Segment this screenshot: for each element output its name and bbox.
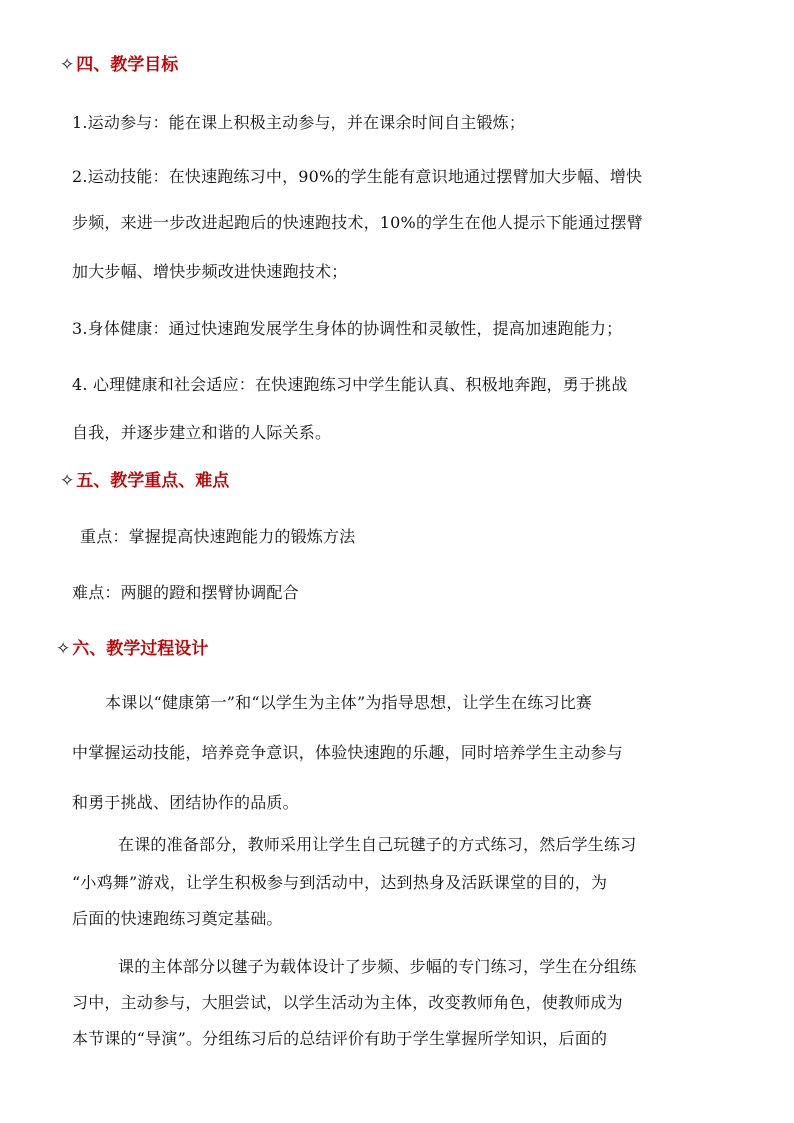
- process-line: 在课的准备部分，教师采用让学生自己玩毽子的方式练习，然后学生练习: [118, 835, 637, 854]
- process-line: “小鸡舞”游戏，让学生积极参与到活动中，达到热身及活跃课堂的目的，为: [72, 873, 608, 892]
- star-bullet-icon: ✧: [56, 639, 71, 659]
- star-bullet-icon: ✧: [60, 471, 75, 491]
- objective-line: 步频，来进一步改进起跑后的快速跑技术，10%的学生在他人提示下能通过摆臂: [72, 213, 643, 232]
- heading-text: 四、教学目标: [76, 55, 179, 75]
- process-line: 中掌握运动技能，培养竞争意识，体验快速跑的乐趣，同时培养学生主动参与: [72, 743, 623, 762]
- key-point-line: 重点：掌握提高快速跑能力的锻炼方法: [80, 527, 356, 546]
- objective-line: 2.运动技能：在快速跑练习中，90%的学生能有意识地通过摆臂加大步幅、增快: [72, 167, 643, 186]
- objective-line: 自我，并逐步建立和谐的人际关系。: [72, 423, 332, 442]
- section-heading-process: [56, 634, 208, 659]
- section-heading-objectives: [60, 50, 178, 75]
- objective-line: 3.身体健康：通过快速跑发展学生身体的协调性和灵敏性，提高加速跑能力；: [72, 319, 623, 338]
- star-bullet-icon: ✧: [60, 55, 75, 75]
- objective-line: 加大步幅、增快步频改进快速跑技术；: [72, 262, 348, 281]
- process-line: 后面的快速跑练习奠定基础。: [72, 909, 283, 928]
- section-heading-key-points: [60, 466, 229, 491]
- process-line: 和勇于挑战、团结协作的品质。: [72, 793, 299, 812]
- heading-text: 五、教学重点、难点: [76, 471, 230, 491]
- heading-text: 六、教学过程设计: [72, 639, 209, 659]
- objective-line: 1.运动参与：能在课上积极主动参与，并在课余时间自主锻炼；: [72, 113, 526, 132]
- objective-line: 4. 心理健康和社会适应：在快速跑练习中学生能认真、积极地奔跑，勇于挑战: [72, 375, 628, 394]
- process-line: 本节课的“导演”。分组练习后的总结评价有助于学生掌握所学知识，后面的: [72, 1029, 608, 1048]
- process-line: 习中，主动参与，大胆尝试，以学生活动为主体，改变教师角色，使教师成为: [72, 993, 623, 1012]
- difficulty-line: 难点：两腿的蹬和摆臂协调配合: [72, 583, 299, 602]
- process-line: 课的主体部分以毽子为载体设计了步频、步幅的专门练习，学生在分组练: [118, 957, 637, 976]
- process-line: 本课以“健康第一”和“以学生为主体”为指导思想，让学生在练习比赛: [105, 693, 593, 712]
